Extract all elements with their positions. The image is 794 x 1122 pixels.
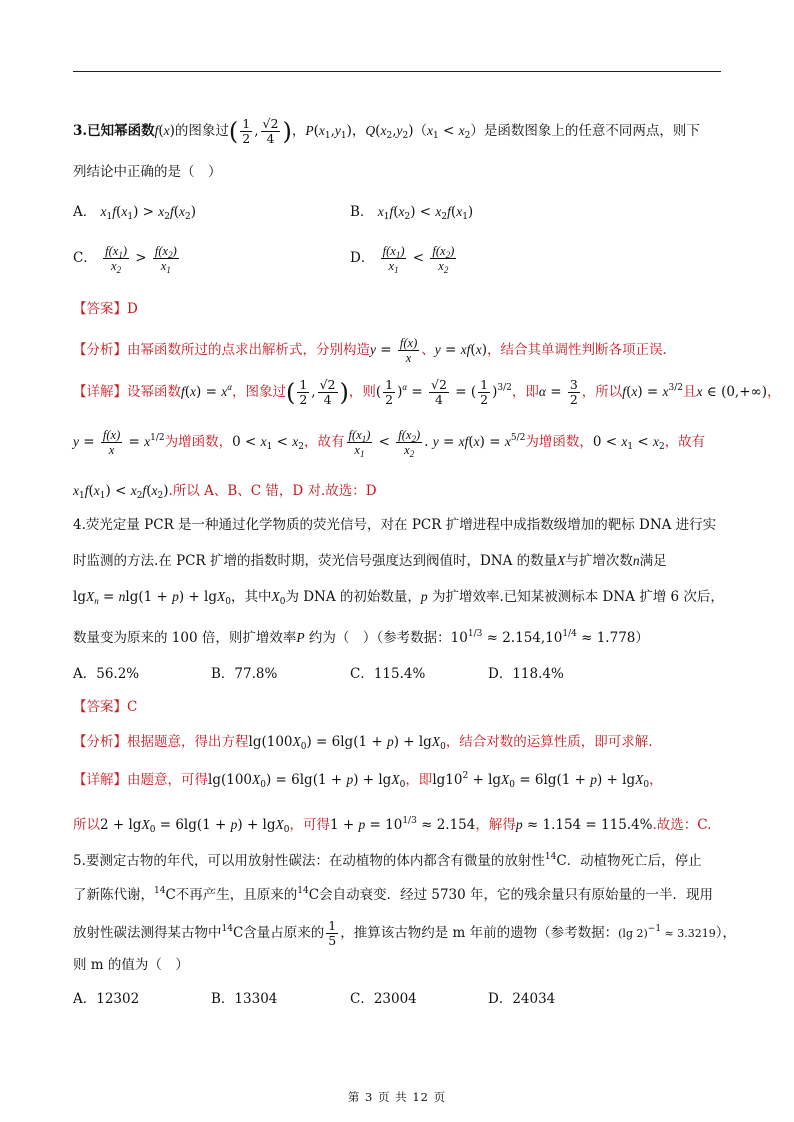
q5-stem-line4: 则 m 的值为（ ） — [73, 957, 189, 973]
q4-stem-line2: 时监测的方法.在 PCR 扩增的指数时期，荧光信号强度达到阀值时，DNA 的数量X与扩增次数n满足 — [73, 553, 667, 569]
q3-answer: 【答案】D — [73, 301, 138, 317]
q3-option-c[interactable]: C． $\frac{f(x_1)}{x_2}$ > $\frac{f(x_2)}{x_1}$ — [73, 244, 177, 275]
q3-stem-line2: 列结论中正确的是（ ） — [73, 164, 222, 180]
q4-analysis: 【分析】根据题意，得出方程$\lg(100X_0) = 6\lg(1 + p) + \lg X_0$，结合对数的运算性质，即可求解. — [73, 734, 653, 752]
q4-option-b[interactable]: B．77.8% — [211, 666, 278, 682]
q3-detail-line2: y = $\frac{f(x)}{x}$ = $x^{1/2}$为增函数，$0 < x_1 < x_2$，故有 $\frac{f(x_1)}{x_1}$ < $\frac{f(x_2)}{x_2}$ . $y = xf(x) = x^{5/2}$为增函数，$0 < x_1 < x_2$，故有 — [73, 428, 706, 459]
q3-detail-line3: $x_1f(x_1) < x_2f(x_2)$.所以 A、B、C 错，D 对.故选：D — [73, 483, 377, 501]
q4-option-d[interactable]: D．118.4% — [488, 666, 564, 682]
q3-analysis: 【分析】由幂函数所过的点求出解析式，分别构造y = $\frac{f(x)}{x}$ 、y = xf(x)，结合其单调性判断各项正误. — [73, 336, 667, 365]
q4-option-c[interactable]: C．115.4% — [350, 666, 426, 682]
q3-answer-value: D — [127, 301, 138, 317]
q3-option-b[interactable]: B． $x_1f(x_2) < x_2f(x_1)$ — [350, 204, 474, 222]
q5-stem-line3: 放射性碳法测得某古物中$^{14}$C含量占原来的 $\frac{1}{5}$ ，推算该古物约是 m 年前的遗物（参考数据：(lg 2)$^{-1}$ ≈ 3.3219）， — [73, 918, 737, 948]
q3-option-d[interactable]: D． $\frac{f(x_1)}{x_1}$ < $\frac{f(x_2)}{x_2}$ — [350, 244, 455, 275]
q5-stem-line2: 了新陈代谢，$^{14}$C不再产生，且原来的$^{14}$C会自动衰变．经过 5730 年，它的残余量只有原始量的一半．现用 — [73, 886, 714, 903]
q3-stem-line1: 3.已知幂函数f(x)的图象过( $\frac{1}{2}$ , $\frac{√2}{4}$ )，$P(x_1,y_1)$，$Q(x_2,y_2)(x_1 < x_2)$是函数图象上的任意不同两点，则下 — [73, 116, 700, 146]
q4-stem-line3: lgX$_n$ = nlg(1 + p) + lgX$_0$，其中$X_0$为 DNA 的初始数量，p 为扩增效率.已知某被测标本 DNA 扩增 6 次后， — [73, 589, 724, 607]
q3-detail-line1: 【详解】设幂函数$f(x) = x^\alpha$，图象过( $\frac{1}{2}$ , $\frac{√2}{4}$ )，则( $\frac{1}{2}$ )$^\alpha$ = $\frac{√2}{4}$ = ( $\frac{1}{2}$ )$^{3/2}$，即α = $\frac{3}{2}$ ，所以$f(x) = x^{3/2}$且x ∈ (0,+∞)， — [73, 377, 781, 407]
q4-detail-line2: 所以2 + lgX$_0$ = 6lg(1 + p) + lgX$_0$，可得$1 + p = 10^{1/3} \approx 2.154$，解得p ≈ 1.154 = 115.4%.故选：C. — [73, 816, 712, 835]
header-rule — [73, 71, 721, 72]
q3-point-x: $\frac{1}{2}$ — [242, 116, 251, 146]
q4-answer-value: C — [127, 699, 138, 715]
q3-stem-b: 的图象过 — [174, 123, 229, 139]
page-footer: 第 3 页 共 12 页 — [347, 1090, 447, 1104]
q3-f-of-x: f — [154, 123, 159, 138]
q4-detail-line1: 【详解】由题意，可得$\lg(100X_0) = 6\lg(1 + p) + \lg X_0$，即$\lg 10^2 + \lg X_0 = 6\lg(1 + p) + \lg X_0$， — [73, 771, 663, 790]
q3-stem-c: 是函数图象上的任意不同两点，则下 — [483, 123, 700, 139]
q5-option-d[interactable]: D．24034 — [488, 991, 556, 1007]
q3-stem-a: 3.已知幂函数 — [73, 123, 155, 139]
q4-option-a[interactable]: A．56.2% — [73, 666, 140, 682]
q5-stem-line1: 5.要测定古物的年代，可以用放射性碳法：在动植物的体内都含有微量的放射性$^{14}$C．动植物死亡后，停止 — [73, 852, 702, 869]
q4-stem-line1: 4.荧光定量 PCR 是一种通过化学物质的荧光信号，对在 PCR 扩增进程中成指数级增加的靶标 DNA 进行实 — [73, 517, 717, 533]
q3-point-y: $\frac{√2}{4}$ — [262, 116, 279, 146]
q4-stem-line4: 数量变为原来的 100 倍，则扩增效率P 约为（ ）（参考数据：$10^{1/3} \approx 2.154,10^{1/4} \approx 1.778$） — [73, 629, 649, 646]
q3-option-a[interactable]: A． $x_1f(x_1) > x_2f(x_2)$ — [73, 204, 197, 222]
q5-option-b[interactable]: B．13304 — [211, 991, 278, 1007]
q5-option-c[interactable]: C．23004 — [350, 991, 417, 1007]
q5-option-a[interactable]: A．12302 — [73, 991, 140, 1007]
q4-answer: 【答案】C — [73, 699, 138, 715]
